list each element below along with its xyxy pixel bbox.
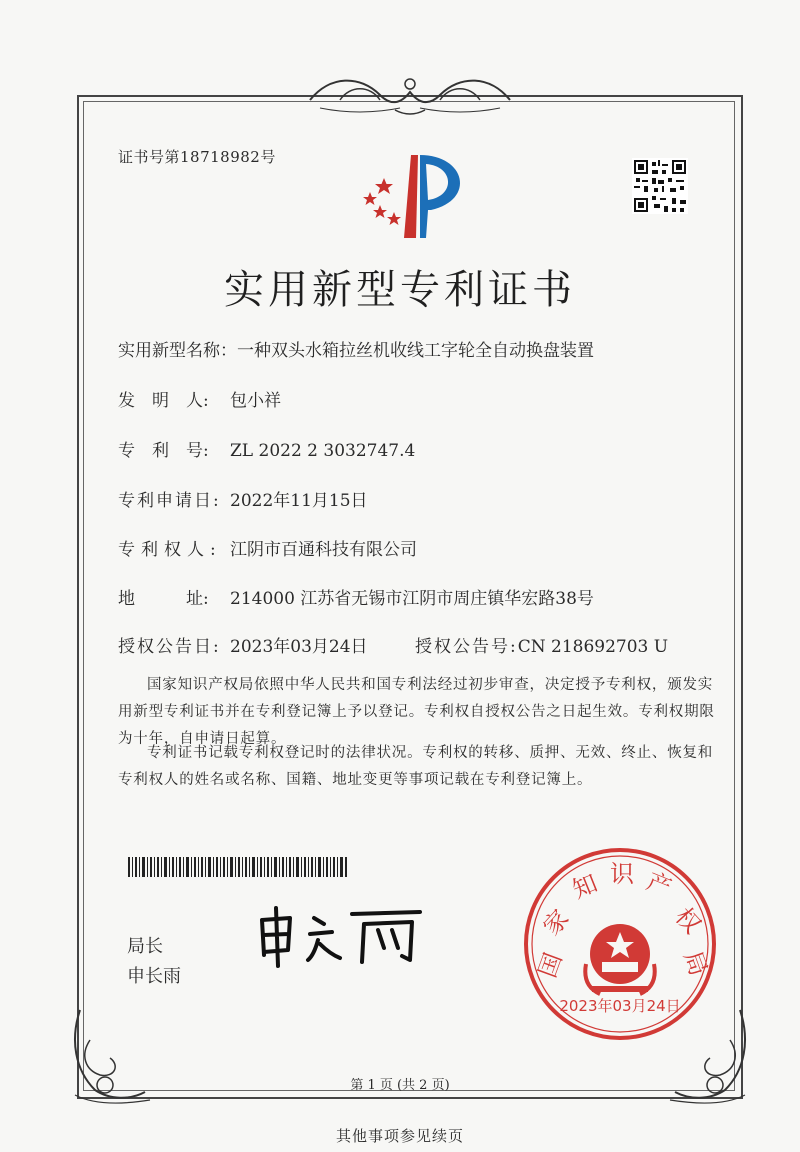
utility-model-name-row <box>118 336 594 361</box>
handwritten-signature <box>252 900 432 970</box>
inventor-label: 发 明 人: <box>118 391 209 411</box>
svg-text:识: 识 <box>610 860 634 888</box>
application-date-value: 2022年11月15日 <box>230 491 368 511</box>
barcode <box>128 857 348 877</box>
utility-model-name-value: 一种双头水箱拉丝机收线工字轮全自动换盘装置 <box>237 341 594 361</box>
seal-date: 2023年03月24日 <box>559 997 681 1015</box>
patentee-row <box>118 535 417 560</box>
top-ornament <box>300 70 520 120</box>
cnipa-logo <box>356 150 476 242</box>
grant-number-value: CN 218692703 U <box>517 637 669 657</box>
legal-status-paragraph: 专利证书记载专利权登记时的法律状况。专利权的转移、质押、无效、终止、恢复和专利权人的姓名或名称、国籍、地址变更等事项记载在专利登记簿上。 <box>118 745 714 788</box>
svg-text:权: 权 <box>669 902 707 939</box>
page-number: 第 1 页 (共 2 页) <box>350 1078 450 1093</box>
certificate-title: 实用新型专利证书 <box>224 267 576 313</box>
director-title: 局长 <box>127 936 163 957</box>
svg-text:知: 知 <box>568 869 602 905</box>
application-date-label: 专利申请日: <box>118 491 221 511</box>
inventor-value: 包小祥 <box>230 391 281 411</box>
bottom-left-ornament <box>60 1000 160 1110</box>
svg-text:家: 家 <box>537 904 575 941</box>
utility-model-name-label: 实用新型名称： <box>118 341 237 361</box>
grant-date-value: 2023年03月24日 <box>230 637 368 657</box>
inventor-row <box>118 386 281 411</box>
patent-number-row <box>118 436 415 461</box>
svg-text:局: 局 <box>678 947 713 980</box>
patentee-label: 专利权人: <box>118 540 222 560</box>
grant-number-row <box>415 632 668 657</box>
svg-text:国: 国 <box>533 949 568 982</box>
qr-code <box>632 158 688 214</box>
grant-statement-paragraph: 国家知识产权局依照中华人民共和国专利法经过初步审查，决定授予专利权，颁发实用新型专利证书并在专利登记簿上予以登记。专利权自授权公告之日起生效。专利权期限为十年，自申请日起算。 <box>118 677 715 747</box>
patentee-value: 江阴市百通科技有限公司 <box>230 540 417 560</box>
certificate-number: 证书号第18718982号 <box>118 148 276 166</box>
grant-date-label: 授权公告日: <box>118 637 221 657</box>
director-name: 申长雨 <box>127 966 181 987</box>
grant-number-label: 授权公告号: <box>415 637 518 657</box>
grant-date-row <box>118 632 368 657</box>
address-value: 214000 江苏省无锡市江阴市周庄镇华宏路38号 <box>230 589 594 609</box>
svg-text:产: 产 <box>642 867 676 903</box>
address-label: 地 址: <box>118 589 209 609</box>
application-date-row <box>118 486 368 511</box>
patent-number-value: ZL 2022 2 3032747.4 <box>230 441 416 461</box>
patent-number-label: 专 利 号: <box>118 441 209 461</box>
continuation-note: 其他事项参见续页 <box>335 1127 464 1145</box>
address-row <box>118 584 594 609</box>
